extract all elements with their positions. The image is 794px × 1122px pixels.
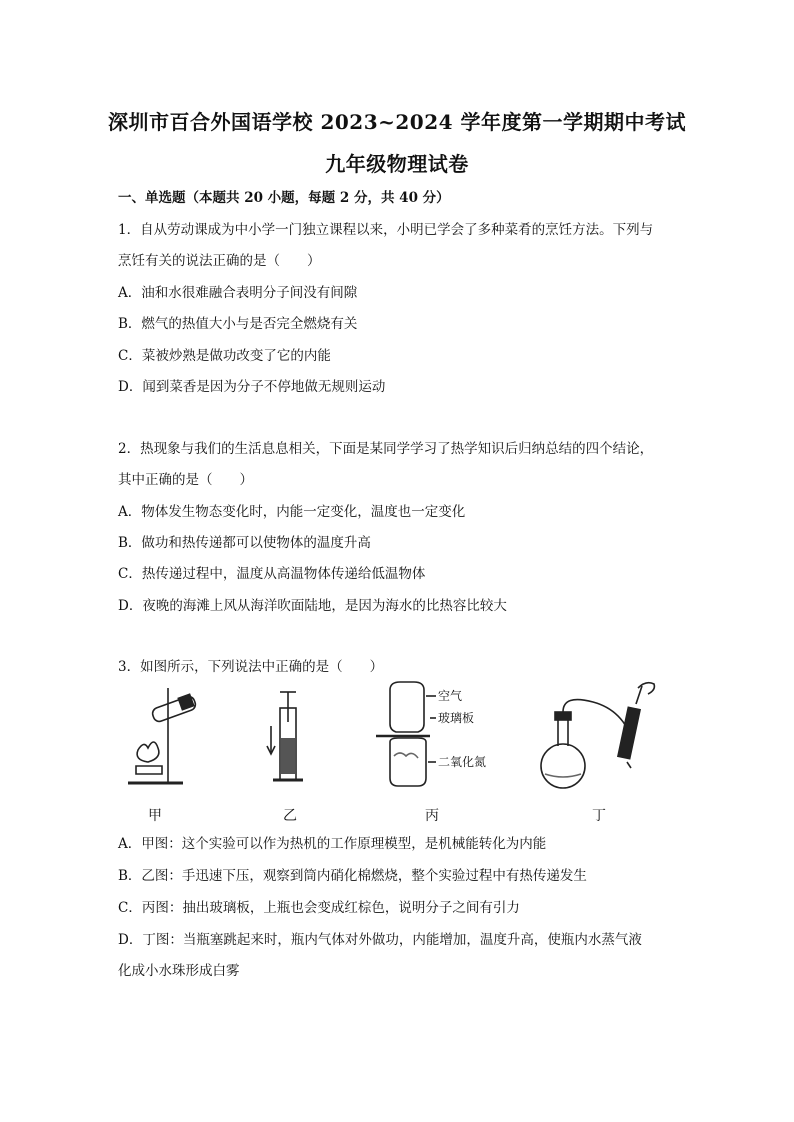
label-no2: 二氧化氮: [438, 755, 487, 769]
q3-option-d-continued: 化成小水珠形成白雾: [118, 963, 240, 979]
section-heading: 一、单选题（本题共 20 小题，每题 2 分，共 40 分）: [118, 190, 450, 206]
exam-title: 深圳市百合外国语学校 2023~2024 学年度第一学期期中考试: [107, 110, 686, 134]
figure-label-bing: 丙: [425, 808, 439, 824]
q2-option-a: A．物体发生物态变化时，内能一定变化，温度也一定变化: [118, 504, 466, 520]
q2-option-d: D．夜晚的海滩上风从海洋吹面陆地，是因为海水的比热容比较大: [118, 598, 507, 614]
figure-label-ding: 丁: [592, 808, 606, 824]
figure-label-jia: 甲: [148, 808, 162, 824]
q3-option-a: A．甲图：这个实验可以作为热机的工作原理模型，是机械能转化为内能: [118, 836, 547, 852]
q1-stem-line1: 1．自从劳动课成为中小学一门独立课程以来，小明已学会了多种菜肴的烹饪方法。下列与: [118, 222, 654, 238]
q1-option-a: A．油和水很难融合表明分子间没有间隙: [118, 285, 358, 301]
label-glass-plate: 玻璃板: [438, 711, 475, 725]
figure-label-yi: 乙: [283, 808, 297, 824]
figure-jia-apparatus: [128, 688, 197, 783]
q3-figure: [118, 678, 678, 803]
q3-stem: 3．如图所示，下列说法中正确的是（ ）: [118, 659, 384, 675]
q2-stem-line1: 2．热现象与我们的生活息息相关，下面是某同学学习了热学知识后归纳总结的四个结论，: [118, 441, 654, 457]
figure-yi-apparatus: [267, 692, 303, 780]
q2-stem-line2: 其中正确的是（ ）: [118, 472, 253, 488]
q2-option-c: C．热传递过程中，温度从高温物体传递给低温物体: [118, 566, 426, 582]
label-air: 空气: [438, 689, 463, 703]
q1-option-b: B．燃气的热值大小与是否完全燃烧有关: [118, 316, 358, 332]
q3-option-b: B．乙图：手迅速下压，观察到筒内硝化棉燃烧，整个实验过程中有热传递发生: [118, 868, 587, 884]
figure-bing-apparatus: [376, 682, 436, 786]
q3-option-d: D．丁图：当瓶塞跳起来时，瓶内气体对外做功，内能增加，温度升高，使瓶内水蒸气液: [118, 932, 642, 948]
q3-option-c: C．丙图：抽出玻璃板，上瓶也会变成红棕色，说明分子之间有引力: [118, 900, 520, 916]
exam-subtitle: 九年级物理试卷: [325, 152, 469, 176]
q1-option-d: D．闻到菜香是因为分子不停地做无规则运动: [118, 379, 386, 395]
q1-stem-line2: 烹饪有关的说法正确的是（ ）: [118, 253, 321, 269]
q1-option-c: C．菜被炒熟是做功改变了它的内能: [118, 348, 331, 364]
q2-option-b: B．做功和热传递都可以使物体的温度升高: [118, 535, 371, 551]
figure-ding-apparatus: [541, 683, 654, 788]
